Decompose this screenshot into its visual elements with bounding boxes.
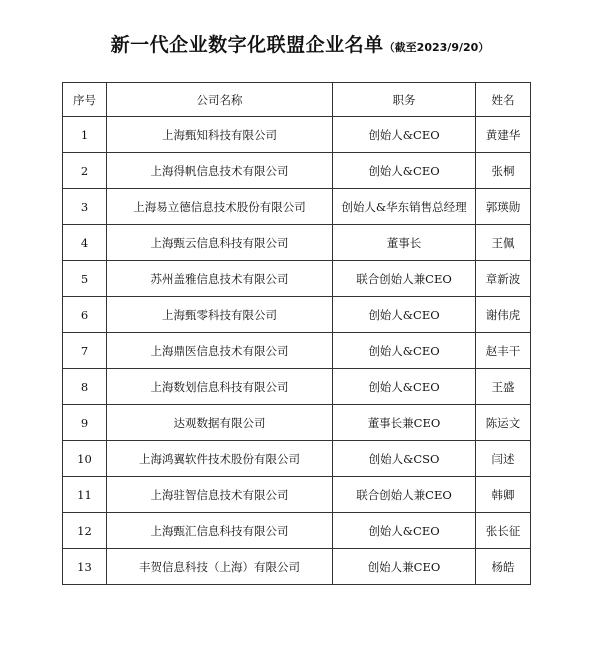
cell-role: 创始人&CEO <box>333 117 476 153</box>
cell-name: 郭瑛勋 <box>476 189 531 225</box>
cell-index: 2 <box>63 153 107 189</box>
table-row <box>63 225 531 261</box>
page-title <box>0 30 600 57</box>
table-row <box>63 189 531 225</box>
cell-name: 闫述 <box>476 441 531 477</box>
cell-company: 上海鼎医信息技术有限公司 <box>107 333 333 369</box>
cell-name: 张长征 <box>476 513 531 549</box>
cell-index: 10 <box>63 441 107 477</box>
title-date-note: （截至2023/9/20） <box>383 41 490 54</box>
cell-company: 上海甄云信息科技有限公司 <box>107 225 333 261</box>
cell-name: 张桐 <box>476 153 531 189</box>
cell-company: 上海得帆信息技术有限公司 <box>107 153 333 189</box>
cell-company: 上海甄知科技有限公司 <box>107 117 333 153</box>
table-row <box>63 333 531 369</box>
cell-company: 上海甄汇信息科技有限公司 <box>107 513 333 549</box>
cell-index: 8 <box>63 369 107 405</box>
table-row <box>63 405 531 441</box>
cell-index: 4 <box>63 225 107 261</box>
cell-index: 1 <box>63 117 107 153</box>
cell-role: 创始人&CSO <box>333 441 476 477</box>
cell-name: 韩卿 <box>476 477 531 513</box>
cell-name: 章新波 <box>476 261 531 297</box>
table-row <box>63 153 531 189</box>
cell-index: 9 <box>63 405 107 441</box>
cell-role: 创始人&CEO <box>333 513 476 549</box>
cell-name: 陈运文 <box>476 405 531 441</box>
cell-role: 创始人&CEO <box>333 369 476 405</box>
cell-name: 谢伟虎 <box>476 297 531 333</box>
cell-company: 上海鸿翼软件技术股份有限公司 <box>107 441 333 477</box>
cell-company: 上海数划信息科技有限公司 <box>107 369 333 405</box>
table-row <box>63 477 531 513</box>
table-row <box>63 441 531 477</box>
cell-role: 创始人兼CEO <box>333 549 476 585</box>
header-role: 职务 <box>333 83 476 117</box>
table-row <box>63 513 531 549</box>
cell-company: 丰贺信息科技（上海）有限公司 <box>107 549 333 585</box>
cell-name: 王佩 <box>476 225 531 261</box>
cell-index: 3 <box>63 189 107 225</box>
cell-role: 联合创始人兼CEO <box>333 261 476 297</box>
cell-index: 6 <box>63 297 107 333</box>
cell-role: 联合创始人兼CEO <box>333 477 476 513</box>
cell-name: 赵丰干 <box>476 333 531 369</box>
header-company: 公司名称 <box>107 83 333 117</box>
header-index: 序号 <box>63 83 107 117</box>
cell-role: 董事长兼CEO <box>333 405 476 441</box>
cell-index: 12 <box>63 513 107 549</box>
cell-name: 王盛 <box>476 369 531 405</box>
member-table <box>62 82 531 585</box>
cell-index: 11 <box>63 477 107 513</box>
cell-role: 创始人&CEO <box>333 153 476 189</box>
cell-company: 上海甄零科技有限公司 <box>107 297 333 333</box>
table-row <box>63 297 531 333</box>
table-row <box>63 549 531 585</box>
cell-role: 董事长 <box>333 225 476 261</box>
table-header-row <box>63 83 531 117</box>
cell-company: 达观数据有限公司 <box>107 405 333 441</box>
table-row <box>63 369 531 405</box>
cell-role: 创始人&华东销售总经理 <box>333 189 476 225</box>
cell-role: 创始人&CEO <box>333 333 476 369</box>
cell-name: 杨皓 <box>476 549 531 585</box>
cell-company: 苏州盖雅信息技术有限公司 <box>107 261 333 297</box>
title-main: 新一代企业数字化联盟企业名单 <box>110 34 384 56</box>
cell-company: 上海易立德信息技术股份有限公司 <box>107 189 333 225</box>
cell-role: 创始人&CEO <box>333 297 476 333</box>
cell-index: 5 <box>63 261 107 297</box>
table-row <box>63 261 531 297</box>
cell-company: 上海驻智信息技术有限公司 <box>107 477 333 513</box>
cell-index: 13 <box>63 549 107 585</box>
header-name: 姓名 <box>476 83 531 117</box>
cell-index: 7 <box>63 333 107 369</box>
table-row <box>63 117 531 153</box>
cell-name: 黄建华 <box>476 117 531 153</box>
